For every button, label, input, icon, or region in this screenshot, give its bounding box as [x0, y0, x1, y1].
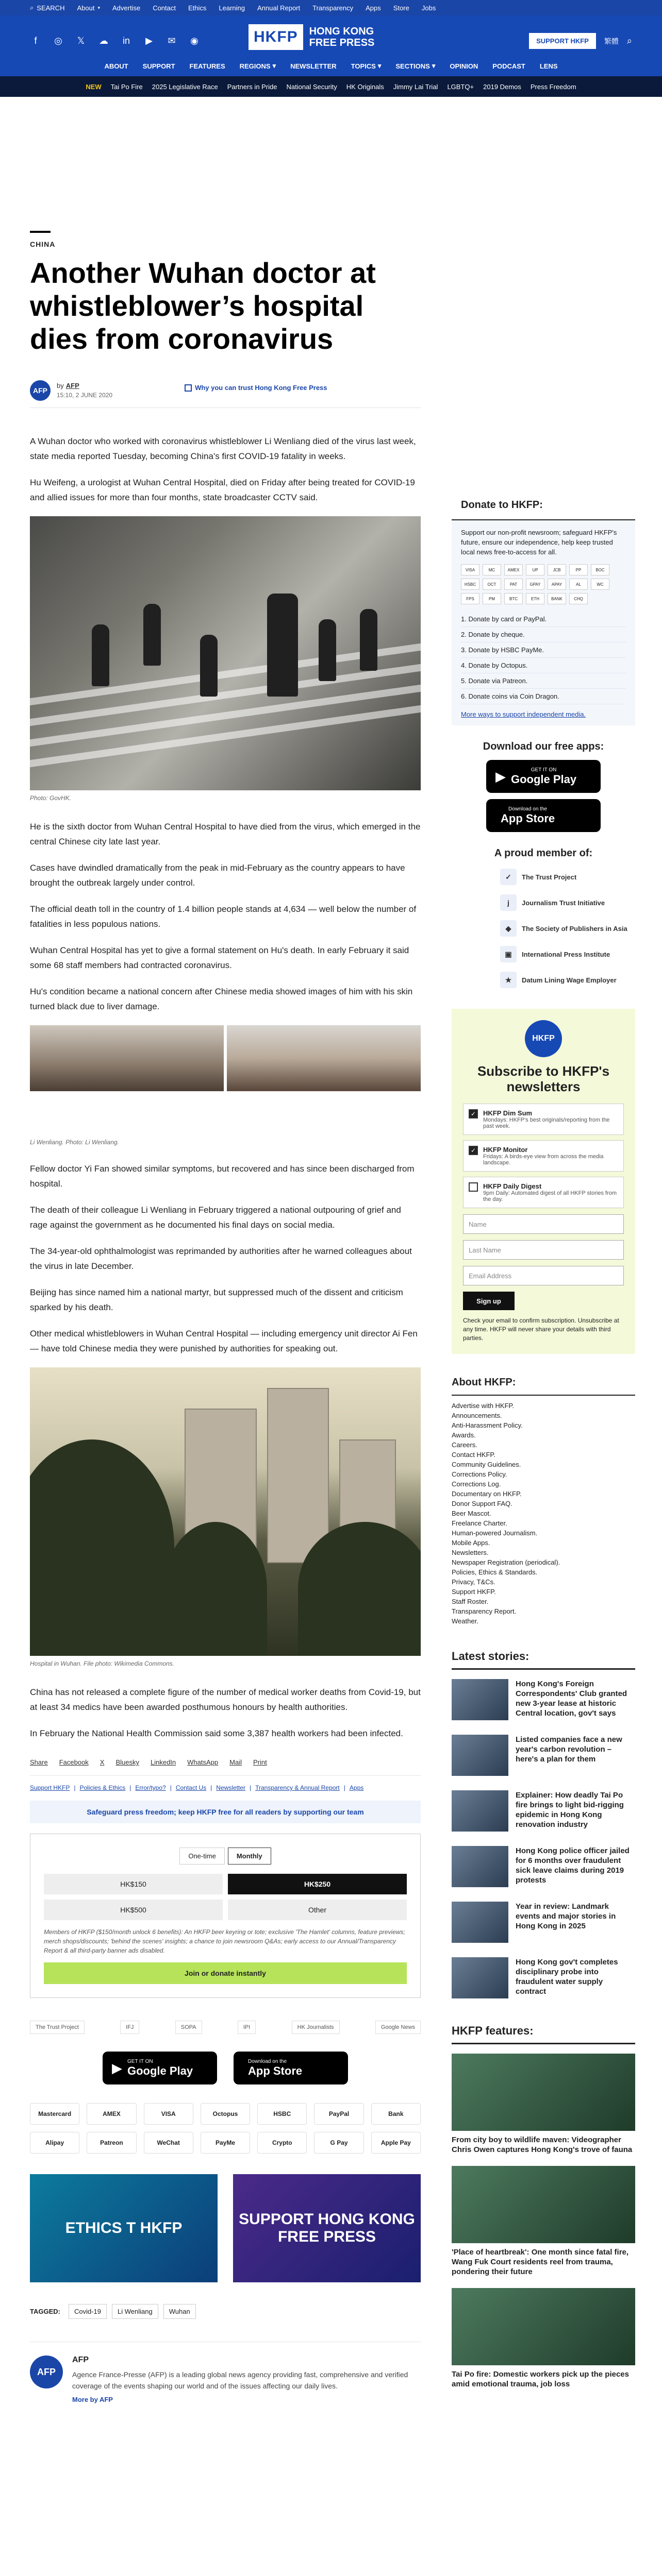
app-download-row: [30, 2052, 421, 2084]
about-link[interactable]: Support HKFP.: [452, 1588, 496, 1596]
about-link[interactable]: Documentary on HKFP.: [452, 1490, 522, 1498]
latest-stories: [452, 1645, 635, 1998]
author-link[interactable]: AFP: [65, 382, 79, 389]
payment-logo: BTC: [504, 593, 523, 604]
payment-logo: OCT: [483, 579, 501, 590]
amount-option-selected[interactable]: HK$250: [228, 1874, 407, 1894]
nav-sections[interactable]: SECTIONS ▾: [395, 62, 436, 70]
utility-ethics[interactable]: Ethics: [188, 4, 207, 12]
payment-logo: APAY: [548, 579, 566, 590]
about-link[interactable]: Weather.: [452, 1617, 478, 1625]
article-paragraph: Wuhan Central Hospital has yet to give a formal statement on Hu's death. In early February it said some 68 staff members had contracted coronavirus.: [30, 945, 409, 970]
payment-logo[interactable]: Apple Pay: [371, 2132, 421, 2154]
utility-store[interactable]: Store: [393, 4, 409, 12]
support-links: Support HKFP | Policies & Ethics | Error/typo? | Contact Us | Newsletter | Transparency & Annual Report | Apps: [30, 1784, 364, 1791]
jti-icon: j: [500, 894, 517, 911]
nav-about[interactable]: ABOUT: [104, 62, 128, 70]
trending-item[interactable]: 2025 Legislative Race: [152, 82, 218, 91]
about-link[interactable]: Community Guidelines.: [452, 1461, 521, 1468]
amount-option[interactable]: HK$500: [44, 1900, 223, 1920]
more-ways-link[interactable]: More ways to support independent media.: [461, 710, 586, 718]
portrait-photo: [30, 1025, 224, 1091]
sidebar: [452, 491, 635, 2400]
app-store-button[interactable]: Download on the App Store: [486, 799, 601, 832]
trending-item[interactable]: Press Freedom: [530, 82, 576, 91]
member-logo[interactable]: j Journalism Trust Initiative: [500, 894, 635, 911]
nav-features[interactable]: FEATURES: [189, 62, 225, 70]
checkbox-checked[interactable]: ✓: [469, 1109, 478, 1118]
story-thumbnail[interactable]: [452, 1735, 508, 1776]
linkedin-icon[interactable]: in: [122, 35, 130, 46]
share-linkedin[interactable]: LinkedIn: [151, 1758, 176, 1766]
about-link[interactable]: Awards.: [452, 1431, 476, 1439]
payment-logo[interactable]: Alipay: [30, 2132, 79, 2154]
support-link[interactable]: Support HKFP: [30, 1784, 70, 1791]
article: [30, 231, 421, 2403]
story-thumbnail[interactable]: [452, 1679, 508, 1720]
more-by-author-link[interactable]: More by AFP: [72, 2396, 113, 2403]
payment-logo[interactable]: HSBC: [257, 2103, 307, 2125]
payment-logo[interactable]: Crypto: [257, 2132, 307, 2154]
tab-monthly[interactable]: Monthly: [228, 1848, 271, 1865]
about-link[interactable]: Human-powered Journalism.: [452, 1529, 538, 1537]
article-paragraph: The 34-year-old ophthalmologist was reprimanded by authorities after he warned colleagues about the virus in late December.: [30, 1246, 412, 1271]
story-item[interactable]: Hong Kong police officer jailed for 6 months over fraudulent sick leave claims during 2019 protests: [452, 1846, 635, 1887]
payment-logo: AMEX: [504, 564, 523, 575]
header-actions: [529, 33, 632, 49]
google-play-icon: ▶: [495, 768, 506, 784]
amount-options: [44, 1874, 407, 1920]
story-item[interactable]: Hong Kong's Foreign Correspondents' Club granted new 3-year lease at historic Central location, gov't says: [452, 1679, 635, 1720]
membership-description: Members of HKFP ($150/month unlock 6 benefits): An HKFP beer keyring or tote; exclusive 'The Hamlet' columns, feature previews; merch shops/discounts; 'behind the scenes' insights; a chance to join newsroom Q&As; early access to our Annual/Transparency Report & all third-party banner ads disabled.: [44, 1928, 405, 1954]
payment-logo: CHQ: [569, 593, 588, 604]
photo-caption: Li Wenliang. Photo: Li Wenliang.: [30, 1139, 119, 1146]
utility-search[interactable]: ⌕ SEARCH: [30, 4, 65, 12]
about-link[interactable]: Mobile Apps.: [452, 1539, 490, 1547]
share-link[interactable]: Share: [30, 1758, 48, 1766]
trending-bar: [0, 76, 662, 97]
site-logo[interactable]: HKFP HONG KONG FREE PRESS: [249, 21, 413, 54]
about-link[interactable]: Transparency Report.: [452, 1607, 517, 1615]
share-print[interactable]: Print: [253, 1758, 267, 1766]
story-thumbnail[interactable]: [452, 1846, 508, 1887]
rss-icon[interactable]: ◉: [190, 35, 198, 46]
google-play-button[interactable]: ▶ GET IT ON Google Play: [103, 2052, 217, 2084]
frequency-tabs: [44, 1848, 407, 1865]
donate-option[interactable]: 4. Donate by Octopus.: [461, 658, 626, 673]
article-paragraph: Hu Weifeng, a urologist at Wuhan Central Hospital, died on Friday after being treated for COVID-19 and allied issues for more than four months, state broadcaster CCTV said.: [30, 478, 415, 502]
donate-option[interactable]: 1. Donate by card or PayPal.: [461, 612, 626, 627]
payment-logo: AL: [569, 579, 588, 590]
newsletter-logo: HKFP: [525, 1020, 562, 1057]
nav-podcast[interactable]: PODCAST: [492, 62, 525, 70]
story-thumbnail[interactable]: [452, 1957, 508, 1998]
newsletter-title: Subscribe to HKFP's newsletters: [477, 1063, 610, 1094]
partner-logo[interactable]: IFJ: [120, 2021, 139, 2034]
checkbox-unchecked[interactable]: [469, 1182, 478, 1192]
newsletter-option[interactable]: ✓ HKFP Dim Sum Mondays: HKFP's best originals/reporting from the past week.: [463, 1104, 624, 1135]
feature-image[interactable]: [452, 2054, 635, 2131]
article-paragraph: The death of their colleague Li Wenliang in February triggered a national outpouring of grief and rage against the government as he documented his final days on social media.: [30, 1205, 401, 1230]
sidebar-payment-logos: [461, 564, 626, 604]
payment-logo: GPAY: [526, 579, 544, 590]
google-play-icon: ▶: [112, 2060, 122, 2076]
member-logo[interactable]: ✓ The Trust Project: [500, 869, 635, 885]
x-icon[interactable]: 𝕏: [77, 35, 85, 46]
chevron-down-icon: ▾: [272, 62, 276, 70]
about-title: About HKFP:: [452, 1370, 635, 1396]
article-paragraph: Cases have dwindled dramatically from the peak in mid-February as the country appears to have brought the outbreak largely under control.: [30, 863, 405, 888]
about-link[interactable]: Careers.: [452, 1441, 477, 1449]
newsletter-signup: [452, 1009, 635, 1354]
about-link[interactable]: Announcements.: [452, 1412, 502, 1419]
payment-logo: FPS: [461, 593, 479, 604]
payment-logo[interactable]: Mastercard: [30, 2103, 79, 2125]
trending-item[interactable]: Partners in Pride: [227, 82, 277, 91]
utility-learning[interactable]: Learning: [219, 4, 245, 12]
payment-logo[interactable]: AMEX: [87, 2103, 136, 2125]
utility-apps[interactable]: Apps: [366, 4, 381, 12]
publish-date: 15:10, 2 JUNE 2020: [57, 392, 113, 399]
trust-icon: [185, 384, 192, 392]
newsletter-note: Check your email to confirm subscription. Unsubscribe at any time. HKFP will never share your details with third parties.: [463, 1317, 619, 1342]
about-link[interactable]: Freelance Charter.: [452, 1519, 507, 1527]
support-link[interactable]: Error/typo?: [135, 1784, 166, 1791]
share-facebook[interactable]: Facebook: [59, 1758, 89, 1766]
payment-logo[interactable]: Patreon: [87, 2132, 136, 2154]
payment-logo: HSBC: [461, 579, 479, 590]
about-link[interactable]: Beer Mascot.: [452, 1510, 491, 1517]
utility-advertise[interactable]: Advertise: [112, 4, 141, 12]
youtube-icon[interactable]: ▶: [145, 35, 153, 46]
main-nav: [0, 56, 662, 76]
support-link[interactable]: Newsletter: [216, 1784, 245, 1791]
safeguard-banner[interactable]: Safeguard press freedom; keep HKFP free for all readers by supporting our team: [30, 1801, 421, 1823]
article-paragraph: China has not released a complete figure of the number of medical worker deaths from Covid-19, but at least 34 medics have been awarded posthumous honours by health authorities.: [30, 1687, 421, 1712]
story-thumbnail[interactable]: [452, 1902, 508, 1943]
payment-logo[interactable]: PayMe: [201, 2132, 250, 2154]
language-switch[interactable]: 繁體: [604, 37, 619, 45]
donate-widget: [30, 1834, 421, 1998]
about-link[interactable]: Anti-Harassment Policy.: [452, 1421, 523, 1429]
author-avatar[interactable]: AFP: [30, 380, 51, 401]
support-promo-banner[interactable]: SUPPORT HONG KONG FREE PRESS: [233, 2174, 421, 2282]
partner-logo[interactable]: Google News: [375, 2021, 421, 2034]
feature-image[interactable]: [452, 2166, 635, 2243]
share-x[interactable]: X: [100, 1758, 105, 1766]
name-input[interactable]: Name: [463, 1214, 624, 1234]
article-paragraph: He is the sixth doctor from Wuhan Central Hospital to have died from the virus, which emerged in the central Chinese city late last year.: [30, 822, 421, 846]
support-hkfp-button[interactable]: SUPPORT HKFP: [529, 33, 596, 49]
article-paragraph: Hu's condition became a national concern after Chinese media showed images of him with his skin turned black due to liver damage.: [30, 987, 413, 1011]
tags-label: TAGGED:: [30, 2308, 60, 2315]
utility-bar: [0, 0, 662, 15]
payment-logo: WC: [591, 579, 609, 590]
amount-option[interactable]: Other: [228, 1900, 407, 1920]
article-paragraph: The official death toll in the country of 1.4 billion people stands at 4,634 — well below the number of fatalities in less populous nations.: [30, 904, 417, 929]
partner-logos: [30, 2021, 421, 2034]
payment-logo: UP: [526, 564, 544, 575]
about-link[interactable]: Privacy, T&Cs.: [452, 1578, 495, 1586]
payment-methods: [30, 2103, 421, 2154]
app-store-button[interactable]: Download on the App Store: [234, 2052, 348, 2084]
sidebar-donate: [452, 491, 635, 725]
payment-logo: BOC: [591, 564, 609, 575]
payment-logo: PP: [569, 564, 588, 575]
trust-link[interactable]: Why you can trust Hong Kong Free Press: [185, 384, 327, 392]
author-box: [30, 2342, 421, 2403]
latest-stories-title: Latest stories:: [452, 1645, 635, 1670]
amount-option[interactable]: HK$150: [44, 1874, 223, 1894]
payment-logo[interactable]: Bank: [371, 2103, 421, 2125]
trending-item[interactable]: National Security: [286, 82, 337, 91]
photo-caption: Photo: GovHK.: [30, 794, 72, 802]
instagram-icon[interactable]: ◎: [54, 35, 62, 46]
payment-logo[interactable]: PayPal: [314, 2103, 363, 2125]
bluesky-icon[interactable]: ☁: [99, 35, 108, 46]
payment-logo: ETH: [526, 593, 544, 604]
nav-lens[interactable]: LENS: [539, 62, 558, 70]
nav-regions[interactable]: REGIONS ▾: [239, 62, 276, 70]
payment-logo[interactable]: WeChat: [144, 2132, 193, 2154]
story-item[interactable]: Explainer: How deadly Tai Po fire brings to light bid-rigging epidemic in Hong Kong renovation industry: [452, 1790, 635, 1832]
newsletter-option[interactable]: HKFP Daily Digest 9pm Daily: Automated digest of all HKFP stories from the day.: [463, 1177, 624, 1208]
member-logo[interactable]: ▣ International Press Institute: [500, 946, 635, 962]
article-paragraph: A Wuhan doctor who worked with coronavirus whistleblower Li Wenliang died of the virus last week, state media reported Tuesday, becoming China's first COVID-19 fatality in weeks.: [30, 436, 416, 461]
chevron-down-icon: ▾: [97, 5, 100, 10]
feature-item[interactable]: Tai Po fire: Domestic workers pick up the pieces amid emotional trauma, job loss: [452, 2288, 635, 2389]
utility-about[interactable]: About ▾: [77, 4, 100, 12]
google-play-button[interactable]: ▶ GET IT ON Google Play: [486, 760, 601, 793]
donate-option[interactable]: 6. Donate coins via Coin Dragon.: [461, 689, 626, 704]
member-title: A proud member of:: [494, 848, 593, 859]
utility-jobs[interactable]: Jobs: [421, 4, 436, 12]
about-link[interactable]: Policies, Ethics & Standards.: [452, 1568, 538, 1576]
nav-topics[interactable]: TOPICS ▾: [351, 62, 382, 70]
trending-item[interactable]: Tai Po Fire: [110, 82, 143, 91]
about-hkfp: [452, 1370, 635, 1626]
wage-employer-icon: ★: [500, 972, 517, 988]
donate-option[interactable]: 3. Donate by HSBC PayMe.: [461, 642, 626, 658]
article-paragraph: Beijing has since named him a national martyr, but suppressed much of the dissent and criticism sparked by his death.: [30, 1287, 403, 1312]
member-logo[interactable]: ◆ The Society of Publishers in Asia: [500, 920, 635, 937]
about-link[interactable]: Corrections Policy.: [452, 1470, 507, 1478]
article-paragraph: Fellow doctor Yi Fan showed similar symptoms, but recovered and has since been discharged from hospital.: [30, 1164, 415, 1189]
tab-one-time[interactable]: One-time: [179, 1848, 224, 1865]
tag-list: [30, 2304, 421, 2319]
story-thumbnail[interactable]: [452, 1790, 508, 1832]
share-mail[interactable]: Mail: [229, 1758, 242, 1766]
about-link[interactable]: Donor Support FAQ.: [452, 1500, 512, 1507]
payment-logo[interactable]: G Pay: [314, 2132, 363, 2154]
li-wenliang-photos: [30, 1025, 421, 1091]
author-avatar[interactable]: AFP: [30, 2355, 63, 2388]
support-link[interactable]: Transparency & Annual Report: [255, 1784, 340, 1791]
payment-logo: BANK: [548, 593, 566, 604]
author-bio: Agence France-Presse (AFP) is a leading global news agency providing fast, comprehensive and verified coverage of the events shaping our world and of the issues affecting our daily lives.: [72, 2370, 408, 2390]
utility-transparency[interactable]: Transparency: [312, 4, 354, 12]
payment-logo: VISA: [461, 564, 479, 575]
hkfp-features: [452, 2019, 635, 2389]
sidebar-apps: [452, 741, 635, 832]
payment-logo: PM: [483, 593, 501, 604]
author-name[interactable]: AFP: [72, 2355, 89, 2364]
partner-logo[interactable]: SOPA: [175, 2021, 202, 2034]
support-link[interactable]: Apps: [349, 1784, 364, 1791]
nav-support[interactable]: SUPPORT: [142, 62, 175, 70]
about-link[interactable]: Newsletters.: [452, 1549, 489, 1556]
support-link[interactable]: Contact Us: [175, 1784, 207, 1791]
trust-project-icon: ✓: [500, 869, 517, 885]
tag[interactable]: Covid-19: [69, 2304, 107, 2319]
partner-logo[interactable]: The Trust Project: [30, 2021, 85, 2034]
feature-item[interactable]: 'Place of heartbreak': One month since fatal fire, Wang Fuk Court residents reel from trauma, pondering their future: [452, 2166, 635, 2277]
about-link[interactable]: Staff Roster.: [452, 1598, 489, 1605]
member-of: [452, 848, 635, 988]
join-donate-button[interactable]: Join or donate instantly: [44, 1962, 407, 1984]
share-bar: [30, 1758, 421, 1776]
about-link[interactable]: Contact HKFP.: [452, 1451, 496, 1459]
article-paragraph: Other medical whistleblowers in Wuhan Central Hospital — including emergency unit director Ai Fen — have told Chinese media they were punished by authorities for speaking out.: [30, 1329, 418, 1353]
payment-logo[interactable]: VISA: [144, 2103, 193, 2125]
tag[interactable]: Wuhan: [163, 2304, 196, 2319]
story-item[interactable]: Listed companies face a new year's carbon revolution – here's a plan for them: [452, 1735, 635, 1776]
search-icon[interactable]: ⌕: [626, 36, 632, 46]
feature-image[interactable]: [452, 2288, 635, 2365]
partner-logo[interactable]: IPI: [238, 2021, 256, 2034]
sign-up-button[interactable]: Sign up: [463, 1292, 515, 1310]
about-link[interactable]: Newspaper Registration (periodical).: [452, 1558, 560, 1566]
donate-option[interactable]: 2. Donate by cheque.: [461, 627, 626, 642]
feature-item[interactable]: From city boy to wildlife maven: Videographer Chris Owen captures Hong Kong's trove of fauna: [452, 2054, 635, 2155]
sidebar-donate-title: Donate to HKFP:: [452, 491, 635, 520]
trending-item[interactable]: Jimmy Lai Trial: [393, 82, 438, 91]
support-link[interactable]: Policies & Ethics: [79, 1784, 126, 1791]
newsletter-option[interactable]: ✓ HKFP Monitor Fridays: A birds-eye view from across the media landscape.: [463, 1140, 624, 1172]
payment-logo: PAT: [504, 579, 523, 590]
social-links: [30, 35, 200, 46]
payment-logo[interactable]: Octopus: [201, 2103, 250, 2125]
about-link[interactable]: Advertise with HKFP.: [452, 1402, 515, 1410]
trending-item[interactable]: HK Originals: [346, 82, 384, 91]
story-item[interactable]: Hong Kong gov't completes disciplinary probe into fraudulent water supply contract: [452, 1957, 635, 1998]
facebook-icon[interactable]: f: [34, 35, 37, 46]
article-paragraph: In February the National Health Commission said some 3,387 health workers had been infected.: [30, 1728, 403, 1738]
nav-opinion[interactable]: OPINION: [450, 62, 478, 70]
features-title: HKFP features:: [452, 2019, 635, 2044]
share-whatsapp[interactable]: WhatsApp: [187, 1758, 219, 1766]
utility-annual-report[interactable]: Annual Report: [257, 4, 301, 12]
chevron-down-icon: ▾: [432, 62, 436, 70]
donate-option[interactable]: 5. Donate via Patreon.: [461, 673, 626, 689]
payment-logo: MC: [483, 564, 501, 575]
story-item[interactable]: Year in review: Landmark events and major stories in Hong Kong in 2025: [452, 1902, 635, 1943]
apps-title: Download our free apps:: [483, 741, 604, 752]
payment-logo: JCB: [548, 564, 566, 575]
email-icon[interactable]: ✉: [168, 35, 176, 46]
ethics-promo-banner[interactable]: ETHICS T HKFP: [30, 2174, 218, 2282]
street-crowd-photo: [30, 516, 421, 790]
byline: AFP by AFP 15:10, 2 JUNE 2020 Why you can trust Hong Kong Free Press: [30, 379, 421, 408]
site-header: [0, 15, 662, 76]
share-bluesky[interactable]: Bluesky: [115, 1758, 139, 1766]
partner-logo[interactable]: HK Journalists: [292, 2021, 340, 2034]
chevron-down-icon: ▾: [377, 62, 382, 70]
trending-item[interactable]: 2019 Demos: [483, 82, 521, 91]
email-input[interactable]: Email Address: [463, 1266, 624, 1285]
nav-newsletter[interactable]: NEWSLETTER: [290, 62, 337, 70]
photo-caption: Hospital in Wuhan. File photo: Wikimedia Commons.: [30, 1660, 175, 1667]
article-title: Another Wuhan doctor at whistleblower’s hospital dies from coronavirus: [30, 257, 376, 355]
utility-contact[interactable]: Contact: [153, 4, 176, 12]
sidebar-donate-text: Support our non-profit newsroom; safeguard HKFP's future, ensure our independence, help keep trusted local news free-to-access for all.: [461, 529, 617, 556]
category-divider: [30, 231, 51, 233]
portrait-photo: [227, 1025, 421, 1091]
article-category[interactable]: CHINA: [30, 240, 56, 248]
last-name-input[interactable]: Last Name: [463, 1240, 624, 1260]
tag[interactable]: Li Wenliang: [112, 2304, 158, 2319]
trending-label: NEW: [86, 82, 102, 91]
page-body: [0, 97, 662, 2576]
trending-item[interactable]: LGBTQ+: [447, 82, 474, 91]
wuhan-hospital-photo: [30, 1367, 421, 1656]
member-logo[interactable]: ★ Datum Lining Wage Employer: [500, 972, 635, 988]
about-link[interactable]: Corrections Log.: [452, 1480, 501, 1488]
ipi-icon: ▣: [500, 946, 517, 962]
search-icon: ⌕: [30, 4, 34, 11]
promo-banners: [30, 2174, 421, 2282]
checkbox-checked[interactable]: ✓: [469, 1146, 478, 1155]
sopa-icon: ◆: [500, 920, 517, 937]
